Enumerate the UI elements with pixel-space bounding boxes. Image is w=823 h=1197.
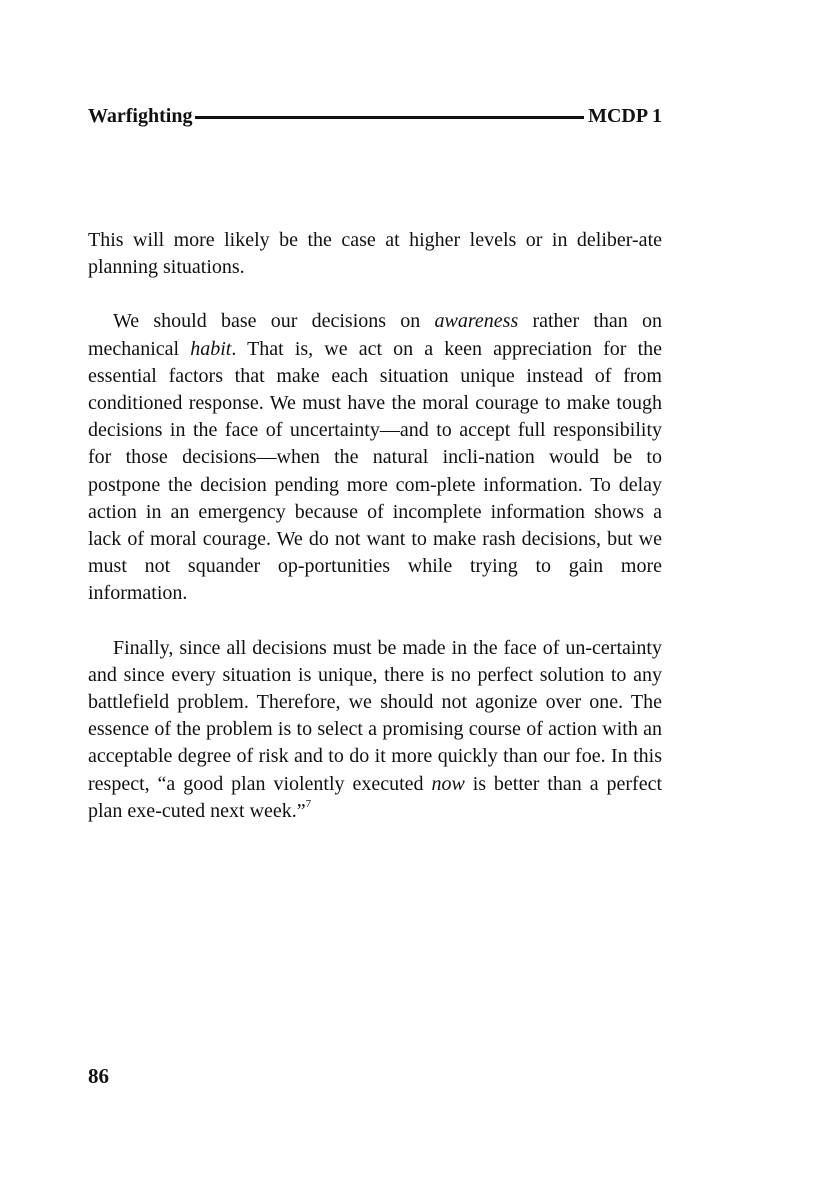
paragraph-2-text-b: rather than on mechanical: [88, 310, 662, 360]
emphasis-awareness: awareness: [434, 310, 519, 333]
paragraph-3-text-b: is better than a perfect plan exe-cuted next week.”: [88, 772, 662, 822]
header-title: Warfighting: [88, 104, 193, 127]
paragraph-2-text-a: We should base our decisions on: [113, 310, 435, 333]
paragraph-3: [88, 635, 662, 825]
paragraph-2-text-c: . That is, we act on a keen appreciation for the essential factors that make each situation unique instead of from conditioned response. We must have the moral courage to make tough decisions in the face of uncertainty—and to accept full responsibility for those decisions—when the natural incli-nation would be to postpone the decision pending more com-plete information. To delay action in an emergency because of incomplete information shows a lack of moral courage. We do not want to make rash decisions, but we must not squander op-portunities while trying to gain more information.: [88, 337, 663, 605]
page-number: 86: [88, 1064, 109, 1088]
paragraph-1: [88, 227, 662, 281]
emphasis-now: now: [431, 772, 465, 795]
running-header: [88, 103, 662, 129]
body-text: [88, 227, 662, 825]
footnote-reference: 7: [305, 798, 312, 811]
paragraph-3-text-a: Finally, since all decisions must be made in the face of un-certainty and since every situation is unique, there is no perfect solution to any battlefield problem. Therefore, we should not agonize over one. The essence of the problem is to select a promising course of action with an acceptable degree of risk and to do it more quickly than our foe. In this respect, “a good plan violently executed: [88, 636, 662, 795]
paragraph-1-text: This will more likely be the case at higher levels or in deliber-ate planning situations.: [88, 229, 662, 279]
header-publication-code: MCDP 1: [588, 104, 662, 127]
paragraph-2: [88, 308, 662, 607]
emphasis-habit: habit: [190, 337, 232, 360]
header-rule: [195, 116, 584, 119]
